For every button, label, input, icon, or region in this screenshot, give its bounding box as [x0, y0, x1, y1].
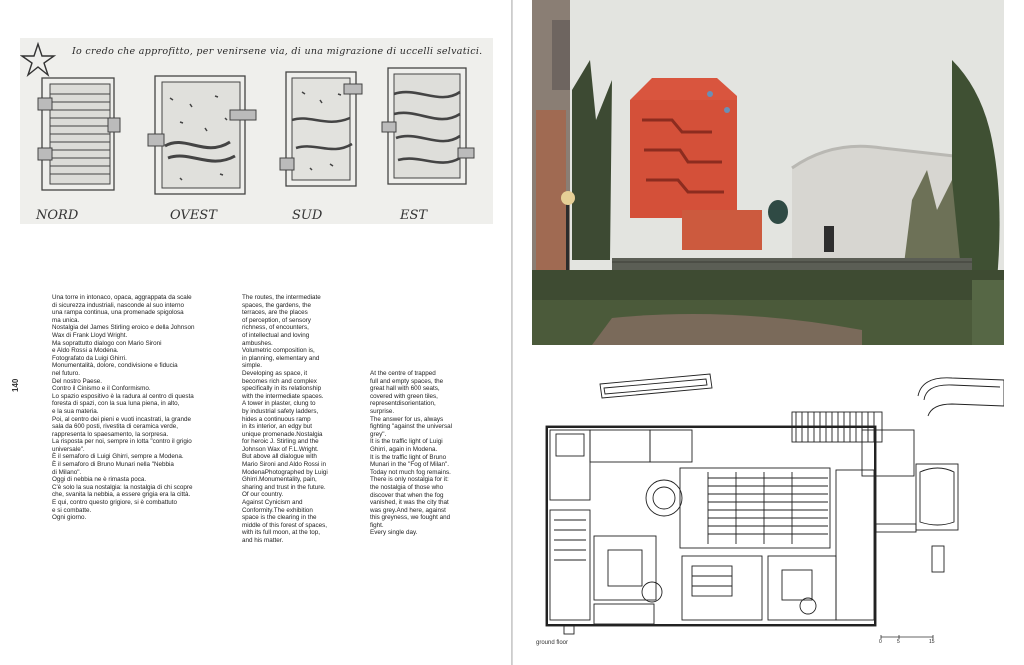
english-text-column-2: At the centre of trapped full and empty spaces, the great hall with 600 seats, covered with green tiles, representdisorientation, surprise. The answer for us, always fighting "against the universal grey". It is the traffic light of Luigi Ghirri, again in Modena. It is the traffic light of Bruno Munari in the "Fog of Milan". Today not much fog remains. There is only nostalgia for it: the nostalgia of those who discover that when the fog vanished, it was the city that was grey.And here, against this greyness, we fought and fight. Every single day.: [370, 370, 453, 537]
sketch-label-nord: NORD: [36, 208, 79, 223]
photo-illustration: [532, 0, 1004, 345]
sketch-label-est: EST: [400, 208, 428, 223]
hand-sketch-drawing: [20, 38, 493, 224]
right-page: [513, 0, 1024, 665]
scale-label-5: 5: [897, 639, 900, 645]
scale-bar: [879, 633, 937, 647]
floor-plan-drawing: [532, 360, 1004, 635]
ground-floor-plan: [532, 360, 1004, 635]
plan-caption: ground floor: [536, 640, 569, 646]
sketch-handwritten-caption: Io credo che approfitto, per venirsene via, di una migrazione di uccelli selvatici.: [72, 46, 483, 57]
page-number: 140: [11, 378, 20, 392]
sketch-label-ovest: OVEST: [170, 208, 217, 223]
scale-label-15: 15: [929, 639, 935, 645]
sketch-label-sud: SUD: [292, 208, 323, 223]
italian-text-column: Una torre in intonaco, opaca, aggrappata da scale di sicurezza industriali, nasconde al suo interno una rampa continua, una promenade spigolosa ma unica. Nostalgia del James Stirling eroico e della Johnson Wax di Frank Lloyd Wright. Ma soprattutto dialogo con Mario Sironi e Aldo Rossi a Modena. Fotografato da Luigi Ghirri. Monumentalità, dolore, condivisione e fiducia nel futuro. Del nostro Paese. Contro il Cinismo e il Conformismo. Lo spazio espositivo è la radura al centro di questa foresta di spazi, con la sua luna piena, in alto, e la sua materia. Poi, al centro dei pieni e vuoti incastrati, la grande sala da 600 posti, rivestita di ceramica verde, rappresenta lo spaesamento, la sorpresa. La risposta per noi, sempre in lotta "contro il grigio universale". È il semaforo di Luigi Ghirri, sempre a Modena. È il semaforo di Bruno Munari nella "Nebbia di Milano". Oggi di nebbia ne è rimasta poca. C'è solo la sua nostalgia: la nostalgia di chi scopre che, svanita la nebbia, a essere grigia era la città. E qui, contro questo grigiore, si è combattuto e si combatte. Ogni giorno.: [52, 294, 195, 522]
sketch-image: [20, 38, 493, 224]
english-text-column-1: The routes, the intermediate spaces, the gardens, the terraces, are the places of perception, of sensory richness, of encounters, of intellectual and loving ambushes. Volumetric composition is, in planning, elementary and simple. Developing as space, it becomes rich and complex specifically in its relationship with the intermediate spaces. A tower in plaster, clung to by industrial safety ladders, hides a continuous ramp in its interior, an edgy but unique promenade.Nostalgia for heroic J. Stirling and the Johnson Wax of F.L.Wright. But above all dialogue with Mario Sironi and Aldo Rossi in ModenaPhotographed by Luigi Ghirri.Monumentality, pain, sharing and trust in the future. Of our country. Against Cynicism and Conformity.The exhibition space is the clearing in the middle of this forest of spaces, with its full moon, at the top, and his matter.: [242, 294, 328, 544]
building-photograph: [532, 0, 1004, 345]
scale-label-0: 0: [879, 639, 882, 645]
left-page: [0, 0, 511, 665]
